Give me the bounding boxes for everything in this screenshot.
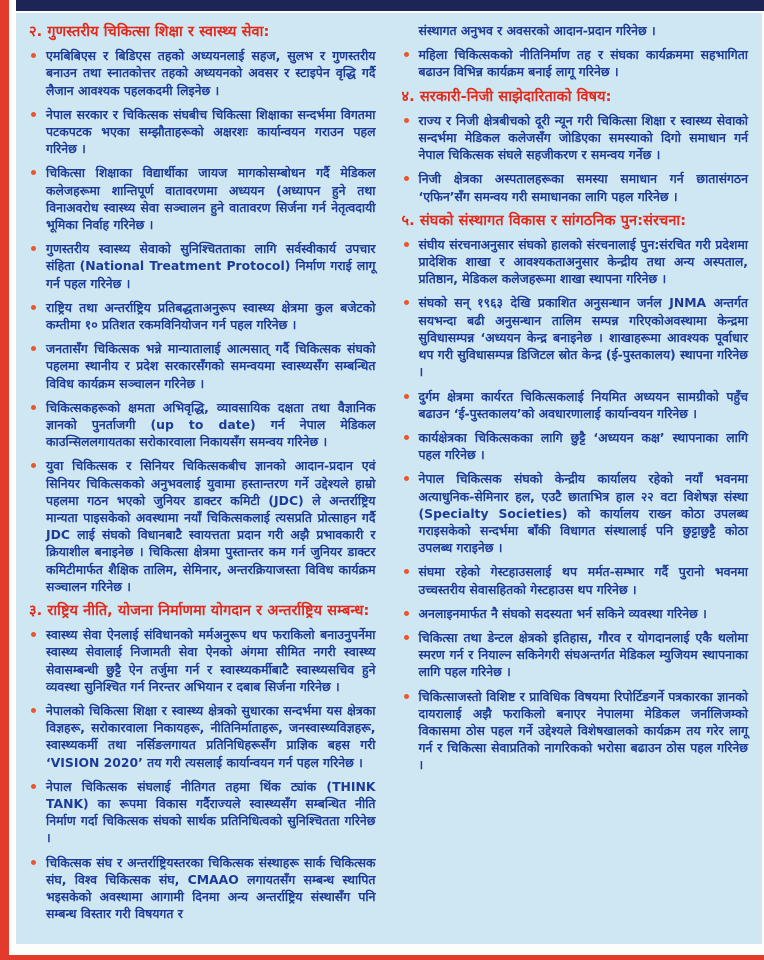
bullet-item [29, 340, 376, 392]
bullet-item [402, 112, 749, 164]
bullet-text: नेपाल चिकित्सक संघलाई नीतिगत तहमा थिंक ट्यांक (THINK TANK) का रूपमा विकास गर्दैराज्यले स्वास्थ्यसँग सम्बन्धित नीति निर्माण गर्दा चिकित्सक संघको सार्थक प्रतिनिधित्वको सुनिश्चितता गरिनेछ । [46, 778, 376, 846]
bullet-text: नेपालको चिकित्सा शिक्षा र स्वास्थ्य क्षेत्रको सुधारका सन्दर्भमा यस क्षेत्रका विज्ञहरू, सरोकारवाला निकायहरू, नीतिनिर्माताहरू, जनस्वास्थ्यविज्ञहरू, स्वास्थ्यकर्मी तथा नर्सिङलगायत प्रतिनिधिहरूसँग प्राज्ञिक बहस गरी ‘VISION 2020’ तय गरी त्यसलाई कार्यान्वयन गर्न पहल गरिनेछ । [46, 702, 376, 770]
bullet-text: चिकित्सा शिक्षाका विद्यार्थीका जायज मागकोसम्बोधन गर्दै मेडिकल कलेजहरूमा शान्तिपूर्ण वातावरणमा अध्ययन (अध्यापन हुने तथा विनाअवरोध स्वास्थ्य सेवा सञ्चालन हुने वातावरण सिर्जना गर्न नेतृत्वदायी भूमिका निर्वाह गरिनेछ । [46, 165, 376, 232]
bullet-dot-icon [31, 405, 36, 410]
bullet-item [402, 688, 749, 774]
bullet-text: गुणस्तरीय स्वास्थ्य सेवाको सुनिश्चितताका लागि सर्वस्वीकार्य उपचार संहिता (National Treatment Protocol) निर्माण गराई लागू गर्न पहल गरिनेछ । [46, 241, 376, 291]
bullet-text: स्वास्थ्य सेवा ऐनलाई संविधानको मर्मअनुरूप थप फराकिलो बनाउनुपर्नेमा स्वास्थ्य सेवालाई निजामती सेवा ऐनको अंगमा सीमित नगरी स्वास्थ्य सेवासम्बन्धी छुट्टै ऐन तर्जुमा गर्न र स्वास्थ्यकर्मीबाटै स्वास्थ्यसचिव हुने व्यवस्था सुनिश्चित गर्न निरन्तर अभियान र दबाब सिर्जना गरिनेछ । [46, 627, 376, 694]
bullet-dot-icon [31, 305, 36, 310]
bullet-text: चिकित्सक संघ र अन्तर्राष्ट्रियस्तरका चिकित्सक संस्थाहरू सार्क चिकित्सक संघ, विश्व चिकित्सक संघ, CMAAO लगायतसँग सम्बन्ध स्थापित भइसकेको अवस्थामा आगामी दिनमा अन्य अन्तर्राष्ट्रिय संस्थासँग पनि सम्बन्ध विस्तार गरी विषयगत र [46, 854, 376, 922]
bullet-item [402, 236, 749, 288]
bullet-item [29, 854, 376, 923]
bullet-item [402, 563, 749, 597]
bullet-text: राज्य र निजी क्षेत्रबीचको दूरी न्यून गरी चिकित्सा शिक्षा र स्वास्थ्य सेवाको सन्दर्भमा मेडिकल कलेजसँग जोडिएका समस्याको दिगो समाधान गर्न नेपाल चिकित्सक संघले सहजीकरण र समन्वय गर्नेछ । [418, 112, 748, 163]
bullet-text: नेपाल सरकार र चिकित्सक संघबीच चिकित्सा शिक्षाका सन्दर्भमा विगतमा पटकपटक भएका सम्झौताहरूको अक्षरशः कार्यान्वयन गराउन पहल गरिनेछ । [46, 106, 376, 157]
bullet-text: संघको सन् १९६३ देखि प्रकाशित अनुसन्धान जर्नल JNMA अन्तर्गत सयभन्दा बढी अनुसन्धान तालिम सम्पन्न गरिएकोअवस्थामा केन्द्रमा सुविधासम्पन्न ‘अध्ययन केन्द्र बनाइनेछ । शाखाहरूमा आवश्यक पूर्वाधार थप गरी सुविधासम्पन्न डिजिटल स्रोत केन्द्र (ई-पुस्तकालय) स्थापना गरिनेछ । [418, 295, 748, 380]
bullet-dot-icon [404, 394, 409, 399]
bullet-dot-icon [31, 170, 36, 175]
bullet-dot-icon [404, 569, 409, 574]
bullet-text: कार्यक्षेत्रका चिकित्सकका लागि छुट्टै ‘अध्ययन कक्ष’ स्थापनाका लागि पहल गरिनेछ । [418, 429, 748, 463]
bullet-text: अनलाइनमार्फत नै संघको सदस्यता भर्न सकिने व्यवस्था गरिनेछ । [418, 605, 707, 621]
bullet-item [402, 605, 749, 622]
bullet-dot-icon [404, 176, 409, 181]
bullet-dot-icon [31, 246, 36, 251]
bullet-dot-icon [404, 635, 409, 640]
bullet-dot-icon [404, 435, 409, 440]
bullet-item [402, 429, 749, 463]
bullet-dot-icon [404, 242, 409, 247]
bullet-dot-icon [404, 611, 409, 616]
bottom-accent-bar [0, 955, 764, 960]
bullet-dot-icon [404, 52, 409, 57]
bullet-text: जनतासँग चिकित्सक भन्ने मान्यातालाई आत्मसात् गर्दै चिकित्सक संघको पहलमा स्थानीय र प्रदेश सरकारसँगको समन्वयमा स्वास्थ्यसँग सम्बन्धित विविध कार्यक्रम सञ्चालन गरिनेछ । [46, 341, 376, 391]
bullet-item [29, 47, 376, 99]
bullet-item [402, 46, 749, 80]
bullet-item [29, 457, 376, 595]
bullet-item [29, 164, 376, 233]
bullet-dot-icon [404, 300, 409, 305]
bullet-text: संघमा रहेको गेस्टहाउसलाई थप मर्मत-सम्भार गर्दै पुरानो भवनमा उच्चस्तरीय सेवासहितको गेस्टहाउस थप गरिनेछ । [418, 564, 748, 597]
bullet-text: चिकित्साजस्तो विशिष्ट र प्राविधिक विषयमा रिपोर्टिङगर्ने पत्रकारका ज्ञानको दायरालाई अझै फराकिलो बनाएर नेपालमा मेडिकल जर्नालिजम्को विकासमा ठोस पहल गर्ने उद्देश्यले विशेषखालको कार्यक्रम तय गरेर लागू गर्न र चिकित्सा सेवाप्रतिको नागरिकको भरोसा बढाउन ठोस पहल गरिनेछ । [418, 688, 748, 773]
section-heading: ४. सरकारी-निजी साझेदारिताको विषय: [401, 88, 612, 105]
bullet-text: महिला चिकित्सकको नीतिनिर्माण तह र संघका कार्यक्रममा सहभागिता बढाउन विभिन्न कार्यक्रम बनाई लागू गरिनेछ । [418, 47, 748, 80]
bullet-item [29, 299, 376, 333]
bullet-item [29, 626, 376, 695]
bullet-item [402, 294, 749, 380]
bullet-text: चिकित्सा तथा डेन्टल क्षेत्रको इतिहास, गौरव र योगदानलाई एकै थलोमा स्मरण गर्न र नियाल्न सकिनेगरी संघअन्तर्गत मेडिकल म्युजियम स्थापनाका लागि पहल गरिनेछ । [418, 629, 748, 680]
bullet-text: एमबिबिएस र बिडिएस तहको अध्ययनलाई सहज, सुलभ र गुणस्तरीय बनाउन तथा स्नातकोत्तर तहको अध्ययनको अवसर र स्टाइपेन वृद्धि गर्दै लैजान आवश्यक पहलकदमी लिइनेछ । [46, 48, 376, 98]
bullet-text: नेपाल चिकित्सक संघको केन्द्रीय कार्यालय रहेको नयाँ भवनमा अत्याधुनिक-सेमिनार हल, एउटै छाताभित्र हाल २२ वटा विशेषज्ञ संस्था (Specialty Societies) को कार्यालय राख्न कोठा उपलब्ध गराइसकेको सन्दर्भमा बाँकी विधागत संस्थालाई पनि छुट्टाछुट्टै कोठा उपलब्ध गराइनेछ । [418, 471, 748, 556]
bullet-dot-icon [31, 632, 36, 637]
top-navy-bar [16, 0, 764, 11]
bullet-item [402, 170, 749, 204]
bullet-item [402, 388, 749, 422]
bullet-dot-icon [31, 53, 36, 58]
bullet-item [29, 778, 376, 847]
bullet-dot-icon [31, 112, 36, 117]
bullet-dot-icon [31, 860, 36, 865]
section-heading: ३. राष्ट्रिय नीति, योजना निर्माणमा योगदान र अन्तर्राष्ट्रिय सम्बन्ध: [29, 603, 370, 620]
continuation-text: संस्थागत अनुभव र अवसरको आदान-प्रदान गरिनेछ । [418, 23, 656, 38]
column-right [402, 22, 749, 938]
bullet-item [29, 240, 376, 292]
bullet-item [29, 702, 376, 771]
bullet-dot-icon [404, 476, 409, 481]
bullet-text: संघीय संरचनाअनुसार संघको हालको संरचनालाई पुन:संरचित गरी प्रदेशमा प्रादेशिक शाखा र आवश्यकताअनुसार केन्द्रीय तथा अन्य अस्पताल, प्रतिष्ठान, मेडिकल कलेजहरूमा शाखा स्थापना गरिनेछ । [418, 236, 748, 287]
column-left [29, 22, 376, 938]
bullet-dot-icon [404, 694, 409, 699]
bullet-text: युवा चिकित्सक र सिनियर चिकित्सकबीच ज्ञानको आदान-प्रदान एवं सिनियर चिकित्सकको अनुभवलाई युवामा हस्तान्तरण गर्ने उद्देश्यले हाम्रो पहलमा गठन भएको जुनियर डाक्टर कमिटी (JDC) ले अन्तर्राष्ट्रिय मान्यता पाइसकेको अवस्थामा नयाँ चिकित्सकलाई त्यसप्रति प्रोत्साहन गर्दै JDC लाई संघको विधानबाटै स्वायत्तता प्रदान गरी अझै प्रभावकारी र क्रियाशील बनाइनेछ । चिकित्सा क्षेत्रमा पुस्तान्तर कम गर्न जुनियर डाक्टर कमिटीमार्फत शैक्षिक तालिम, सेमिनार, अन्तरक्रियाजस्ता विविध कार्यक्रम सञ्चालन गरिनेछ । [46, 458, 376, 594]
bullet-text: निजी क्षेत्रका अस्पतालहरूका समस्या समाधान गर्न छातासंगठन ‘एफिन’सँग समन्वय गरी समाधानका लागि पहल गरिनेछ । [418, 171, 748, 204]
bullet-item [29, 106, 376, 158]
bullet-dot-icon [404, 118, 409, 123]
bullet-dot-icon [31, 346, 36, 351]
left-accent-strip [0, 0, 9, 960]
bullet-dot-icon [31, 784, 36, 789]
bullet-item [29, 399, 376, 451]
document-content [16, 13, 762, 944]
bullet-item [402, 629, 749, 681]
section-heading: ५. संघको संस्थागत विकास र सांगठनिक पुन:संरचना: [401, 212, 687, 229]
bullet-text: दुर्गम क्षेत्रमा कार्यरत चिकित्सकलाई नियमित अध्ययन सामग्रीको पहुँच बढाउन ‘ई-पुस्तकालय’को अवधारणालाई कार्यान्वयन गरिनेछ । [418, 388, 748, 421]
bullet-item [402, 470, 749, 556]
bullet-dot-icon [31, 463, 36, 468]
section-heading: २. गुणस्तरीय चिकित्सा शिक्षा र स्वास्थ्य सेवा: [29, 24, 270, 40]
bullet-text: राष्ट्रिय तथा अन्तर्राष्ट्रिय प्रतिबद्धताअनुरूप स्वास्थ्य क्षेत्रमा कुल बजेटको कम्तीमा १० प्रतिशत रकमविनियोजन गर्न पहल गरिनेछ । [46, 299, 376, 332]
bullet-dot-icon [31, 708, 36, 713]
bullet-text: चिकित्सकहरूको क्षमता अभिवृद्धि, व्यावसायिक दक्षता तथा वैज्ञानिक ज्ञानको पुनर्ताजगी (up to date) गर्न नेपाल मेडिकल काउन्सिललगायतका सरोकारवाला निकायसँग समन्वय गरिनेछ । [46, 399, 376, 450]
